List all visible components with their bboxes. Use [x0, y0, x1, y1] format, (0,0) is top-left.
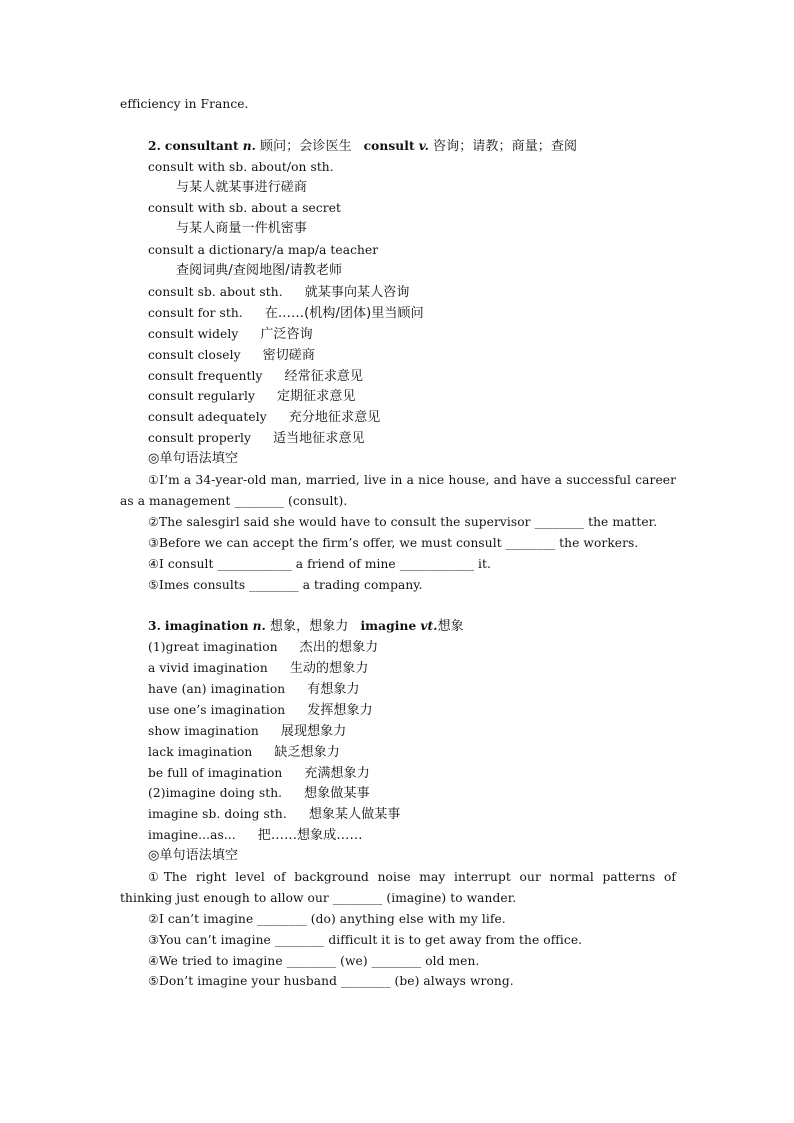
phrase-zh: 适当地征求意见 — [272, 431, 365, 447]
phrase-zh: 定期征求意见 — [276, 389, 356, 405]
phrase-row — [120, 742, 676, 763]
phrase-en: have (an) imagination — [148, 681, 286, 696]
part-of-speech-2: v. — [418, 138, 430, 153]
phrase-en: consult for sth. — [148, 305, 243, 320]
phrase-row — [120, 763, 676, 784]
phrase-row — [120, 428, 676, 449]
intro-line: efficiency in France. — [120, 97, 249, 111]
phrase-en: imagine...as... — [148, 828, 236, 843]
phrase-row — [120, 804, 676, 825]
phrase-en: a vivid imagination — [148, 661, 268, 676]
phrase-zh: 广泛咨询 — [260, 326, 313, 342]
phrase-en: consult with sb. about a secret — [148, 201, 342, 216]
phrase-zh: 在……(机构/团体)里当顾问 — [264, 305, 424, 321]
phrase-row — [120, 345, 676, 366]
section3-heading — [120, 616, 676, 637]
phrase-zh: 发挥想象力 — [307, 702, 373, 718]
phrase-zh: 充满想象力 — [304, 765, 370, 781]
phrase-en: lack imagination — [148, 744, 253, 759]
exercise-item: ④I consult ____________ a friend of mine ____________ it. — [148, 556, 491, 571]
phrase-en: consult closely — [148, 347, 241, 362]
spacer — [120, 115, 676, 136]
phrase-en: consult properly — [148, 431, 251, 446]
phrase-en: imagine sb. doing sth. — [148, 807, 287, 822]
phrase-row — [120, 825, 676, 846]
phrase-zh: 展现想象力 — [280, 723, 347, 739]
phrase-row — [120, 324, 676, 345]
phrase-row — [120, 366, 676, 387]
phrase-row — [120, 721, 676, 742]
headword-2: imagine — [360, 619, 417, 634]
phrase-zh: 密切磋商 — [262, 347, 316, 363]
exercise-text: ①I’m a 34-year-old man, married, live in a nice house, and have a successful career as a management ________ (consult). — [120, 473, 676, 508]
exercise-item: ⑤Don’t imagine your husband ________ (be) always wrong. — [148, 974, 514, 989]
phrase-row — [120, 386, 676, 407]
phrase-zh: 与某人商量一件机密事 — [176, 221, 308, 237]
headword-2: consult — [363, 138, 415, 153]
exercise-item — [120, 512, 676, 533]
exercise-item: ⑤Imes consults ________ a trading company. — [148, 577, 423, 592]
exercise-item: ③Before we can accept the firm’s offer, we must consult ________ the workers. — [148, 535, 639, 550]
phrase-en: consult adequately — [148, 410, 267, 425]
exercise-item: ②I can’t imagine ________ (do) anything else with my life. — [148, 911, 506, 926]
phrase-zh: 充分地征求意见 — [288, 410, 381, 426]
phrase-row — [120, 282, 676, 303]
phrase-en: consult with sb. about/on sth. — [148, 159, 334, 174]
headword-meaning: 顾问；会诊医生 — [259, 138, 352, 154]
phrase-zh: 想象做某事 — [304, 786, 370, 802]
headword: consultant — [164, 138, 239, 153]
document-page — [120, 94, 676, 992]
phrase-en: (1)great imagination — [148, 640, 278, 655]
phrase-row — [120, 303, 676, 324]
part-of-speech: n. — [242, 138, 256, 153]
phrase-en: use one’s imagination — [148, 702, 286, 717]
phrase-zh: 经常征求意见 — [284, 368, 364, 384]
phrase-en: consult a dictionary/a map/a teacher — [148, 243, 379, 258]
exercise-title: ◎单句语法填空 — [148, 451, 239, 467]
phrase-row — [120, 783, 676, 804]
exercise-item: ④We tried to imagine ________ (we) ________ old men. — [148, 953, 480, 968]
phrase-zh: 缺乏想象力 — [274, 744, 340, 760]
phrase-zh: 有想象力 — [307, 681, 360, 697]
exercise-item — [120, 867, 676, 909]
phrase-zh: 就某事向某人咨询 — [304, 285, 410, 301]
phrase-row — [120, 407, 676, 428]
phrase-zh: 把……想象成…… — [257, 828, 363, 844]
phrase-zh: 生动的想象力 — [289, 661, 369, 677]
exercise-text: ②The salesgirl said she would have to consult the supervisor ________ the matter. — [148, 514, 658, 529]
phrase-en: consult regularly — [148, 389, 255, 404]
headword-2-meaning: 咨询；请教；商量；查阅 — [433, 138, 578, 154]
phrase-zh: 与某人就某事进行磋商 — [176, 179, 308, 195]
exercise-item: ③You can’t imagine ________ difficult it is to get away from the office. — [148, 932, 583, 947]
phrase-row — [120, 658, 676, 679]
exercise-text: ①The right level of background noise may interrupt our normal patterns of thinking just enough to allow our ________ (imagine) to wander. — [120, 870, 676, 905]
headword: imagination — [164, 619, 249, 634]
spacer — [120, 595, 676, 616]
section2-heading — [120, 136, 676, 157]
part-of-speech-2: vt. — [420, 619, 438, 634]
part-of-speech: n. — [252, 619, 266, 634]
phrase-zh: 杰出的想象力 — [299, 640, 379, 656]
exercise-title: ◎单句语法填空 — [148, 848, 239, 864]
phrase-en: consult sb. about sth. — [148, 285, 283, 300]
headword-2-meaning: 想象 — [437, 619, 464, 635]
headword-meaning: 想象，想象力 — [269, 619, 349, 635]
phrase-row — [120, 700, 676, 721]
phrase-en: (2)imagine doing sth. — [148, 786, 283, 801]
phrase-row — [120, 679, 676, 700]
phrase-en: consult widely — [148, 326, 239, 341]
exercise-item — [120, 470, 676, 512]
phrase-en: be full of imagination — [148, 765, 283, 780]
phrase-en: show imagination — [148, 723, 259, 738]
section-number: 2. — [148, 138, 161, 153]
phrase-en: consult frequently — [148, 368, 263, 383]
phrase-zh: 想象某人做某事 — [308, 807, 401, 823]
phrase-zh: 查阅词典/查阅地图/请教老师 — [176, 263, 343, 279]
phrase-row — [120, 637, 676, 658]
section-number: 3. — [148, 619, 161, 634]
